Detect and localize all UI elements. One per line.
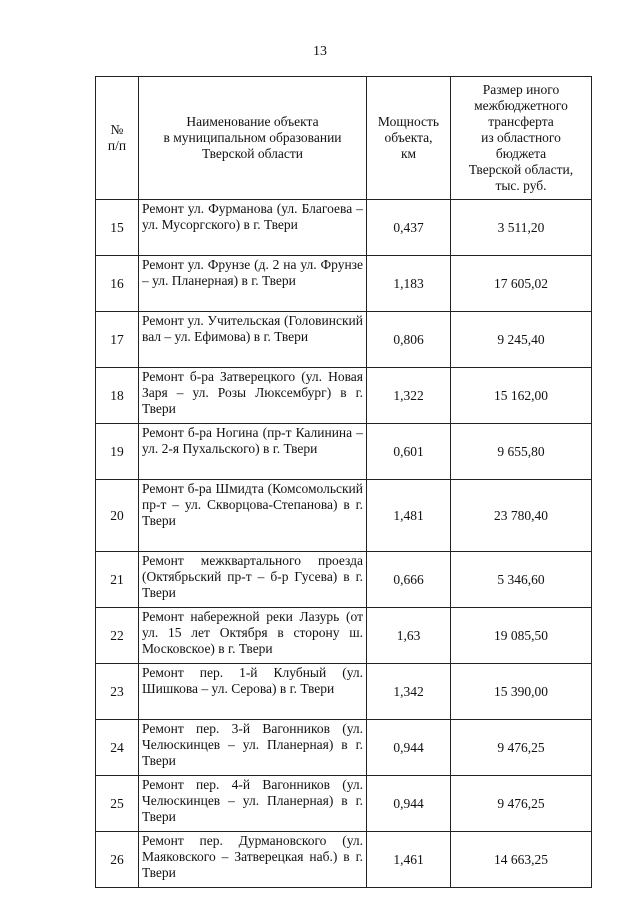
object-capacity: 1,481: [367, 480, 451, 552]
object-capacity: 1,63: [367, 608, 451, 664]
transfer-amount: 9 476,25: [451, 776, 592, 832]
table-row: [96, 368, 592, 424]
header-transfer-amount: Размер иного межбюджетного трансферта из областного бюджета Тверской области, тыс. руб.: [451, 77, 592, 200]
transfer-amount: 9 245,40: [451, 312, 592, 368]
object-capacity: 1,322: [367, 368, 451, 424]
object-name: Ремонт пер. 4-й Вагонников (ул. Челюскинцев – ул. Планерная) в г. Твери: [139, 776, 367, 832]
table-row: [96, 256, 592, 312]
transfer-amount: 23 780,40: [451, 480, 592, 552]
object-capacity: 0,806: [367, 312, 451, 368]
object-name: Ремонт ул. Фурманова (ул. Благоева – ул. Мусоргского) в г. Твери: [139, 200, 367, 256]
table-row: [96, 832, 592, 888]
object-capacity: 0,666: [367, 552, 451, 608]
object-name: Ремонт пер. 3-й Вагонников (ул. Челюскинцев – ул. Планерная) в г. Твери: [139, 720, 367, 776]
object-name: Ремонт набережной реки Лазурь (от ул. 15 лет Октября в сторону ш. Московское) в г. Твери: [139, 608, 367, 664]
transfer-amount: 9 655,80: [451, 424, 592, 480]
row-number: 24: [96, 720, 139, 776]
object-name: Ремонт межквартального проезда (Октябрьский пр-т – б-р Гусева) в г. Твери: [139, 552, 367, 608]
row-number: 15: [96, 200, 139, 256]
table-row: [96, 776, 592, 832]
table-row: [96, 424, 592, 480]
object-capacity: 0,944: [367, 720, 451, 776]
table-row: [96, 608, 592, 664]
table-row: [96, 552, 592, 608]
row-number: 23: [96, 664, 139, 720]
table-row: [96, 480, 592, 552]
row-number: 21: [96, 552, 139, 608]
object-name: Ремонт пер. Дурмановского (ул. Маяковского – Затверецкая наб.) в г. Твери: [139, 832, 367, 888]
object-capacity: 0,601: [367, 424, 451, 480]
object-name: Ремонт б-ра Затверецкого (ул. Новая Заря – ул. Розы Люксембург) в г. Твери: [139, 368, 367, 424]
row-number: 17: [96, 312, 139, 368]
table-row: [96, 312, 592, 368]
object-name: Ремонт пер. 1-й Клубный (ул. Шишкова – ул. Серова) в г. Твери: [139, 664, 367, 720]
page-number: 13: [313, 44, 327, 59]
object-capacity: 1,183: [367, 256, 451, 312]
object-name: Ремонт б-ра Шмидта (Комсомольский пр-т – ул. Скворцова-Степанова) в г. Твери: [139, 480, 367, 552]
object-capacity: 0,944: [367, 776, 451, 832]
row-number: 20: [96, 480, 139, 552]
header-capacity: Мощность объекта, км: [367, 77, 451, 200]
table-row: [96, 664, 592, 720]
table-header-row: [96, 77, 592, 200]
object-name: Ремонт ул. Учительская (Головинский вал – ул. Ефимова) в г. Твери: [139, 312, 367, 368]
row-number: 16: [96, 256, 139, 312]
transfer-amount: 3 511,20: [451, 200, 592, 256]
object-name: Ремонт б-ра Ногина (пр-т Калинина – ул. 2-я Пухальского) в г. Твери: [139, 424, 367, 480]
transfer-amount: 14 663,25: [451, 832, 592, 888]
object-capacity: 1,461: [367, 832, 451, 888]
transfer-amount: 15 390,00: [451, 664, 592, 720]
table-row: [96, 200, 592, 256]
header-object-name: Наименование объекта в муниципальном образовании Тверской области: [139, 77, 367, 200]
row-number: 19: [96, 424, 139, 480]
row-number: 25: [96, 776, 139, 832]
transfer-amount: 19 085,50: [451, 608, 592, 664]
row-number: 18: [96, 368, 139, 424]
row-number: 26: [96, 832, 139, 888]
transfer-table: [95, 76, 592, 888]
transfer-amount: 15 162,00: [451, 368, 592, 424]
transfer-amount: 17 605,02: [451, 256, 592, 312]
object-capacity: 1,342: [367, 664, 451, 720]
transfer-amount: 5 346,60: [451, 552, 592, 608]
header-num: № п/п: [96, 77, 139, 200]
table-row: [96, 720, 592, 776]
transfer-amount: 9 476,25: [451, 720, 592, 776]
object-name: Ремонт ул. Фрунзе (д. 2 на ул. Фрунзе – ул. Планерная) в г. Твери: [139, 256, 367, 312]
object-capacity: 0,437: [367, 200, 451, 256]
row-number: 22: [96, 608, 139, 664]
